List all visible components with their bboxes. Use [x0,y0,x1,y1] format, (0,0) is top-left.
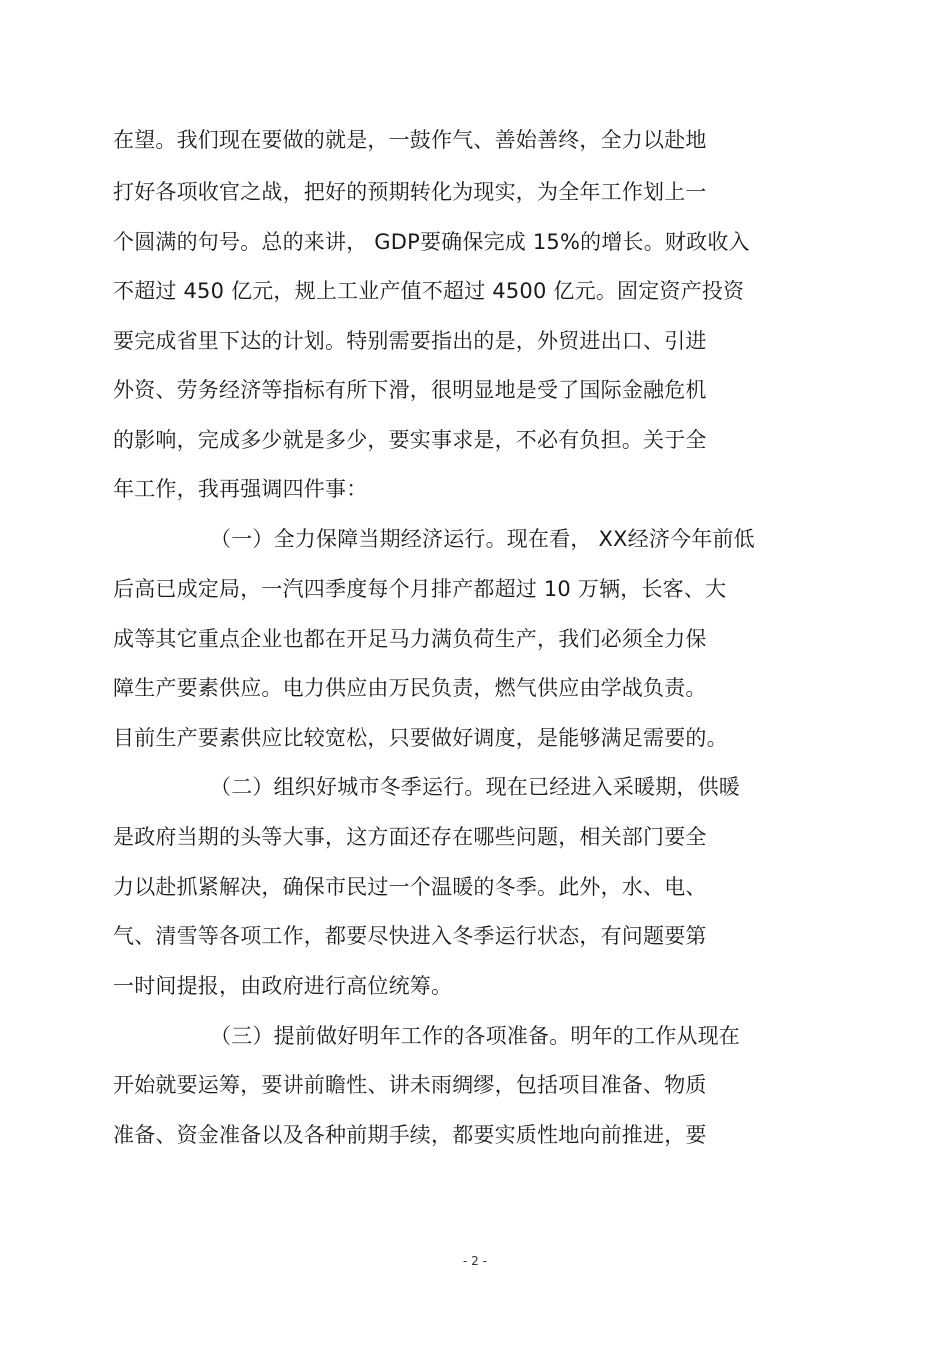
text-line: 一时间提报，由政府进行高位统筹。 [113,974,453,998]
text-line: 在望。我们现在要做的就是，一鼓作气、善始善终，全力以赴地 [113,128,707,152]
text-line: 个圆满的句号。总的来讲， GDP要确保完成 15%的增长。财政收入 [113,230,750,254]
text-line: 后高已成定局，一汽四季度每个月排产都超过 10 万辆，长客、大 [113,577,727,601]
text-line: 年工作，我再强调四件事： [113,477,368,501]
text-line: 目前生产要素供应比较宽松，只要做好调度，是能够满足需要的。 [113,726,728,750]
page-number: - 2 - [463,1254,487,1268]
text-line: 外资、劳务经济等指标有所下滑，很明显地是受了国际金融危机 [113,378,707,402]
text-line: 是政府当期的头等大事，这方面还存在哪些问题，相关部门要全 [113,825,707,849]
text-line: 的影响，完成多少就是多少，要实事求是，不必有负担。关于全 [113,428,707,452]
paragraph-heading-1: （一）全力保障当期经济运行。现在看， XX经济今年前低 [210,527,755,551]
text-line: 不超过 450 亿元，规上工业产值不超过 4500 亿元。固定资产投资 [113,279,745,303]
text-line: 开始就要运筹，要讲前瞻性、讲未雨绸缪，包括项目准备、物质 [113,1073,707,1097]
text-line: 力以赴抓紧解决，确保市民过一个温暖的冬季。此外，水、电、 [113,875,707,899]
text-line: 气、清雪等各项工作，都要尽快进入冬季运行状态，有问题要第 [113,924,707,948]
text-line: 成等其它重点企业也都在开足马力满负荷生产，我们必须全力保 [113,627,707,651]
paragraph-heading-2: （二）组织好城市冬季运行。现在已经进入采暖期，供暖 [210,775,740,799]
text-line: 准备、资金准备以及各种前期手续，都要实质性地向前推进，要 [113,1123,707,1147]
paragraph-heading-3: （三）提前做好明年工作的各项准备。明年的工作从现在 [210,1024,740,1048]
text-line: 打好各项收官之战，把好的预期转化为现实，为全年工作划上一 [113,180,707,204]
text-line: 要完成省里下达的计划。特别需要指出的是，外贸进出口、引进 [113,329,707,353]
text-line: 障生产要素供应。电力供应由万民负责，燃气供应由学战负责。 [113,676,707,700]
